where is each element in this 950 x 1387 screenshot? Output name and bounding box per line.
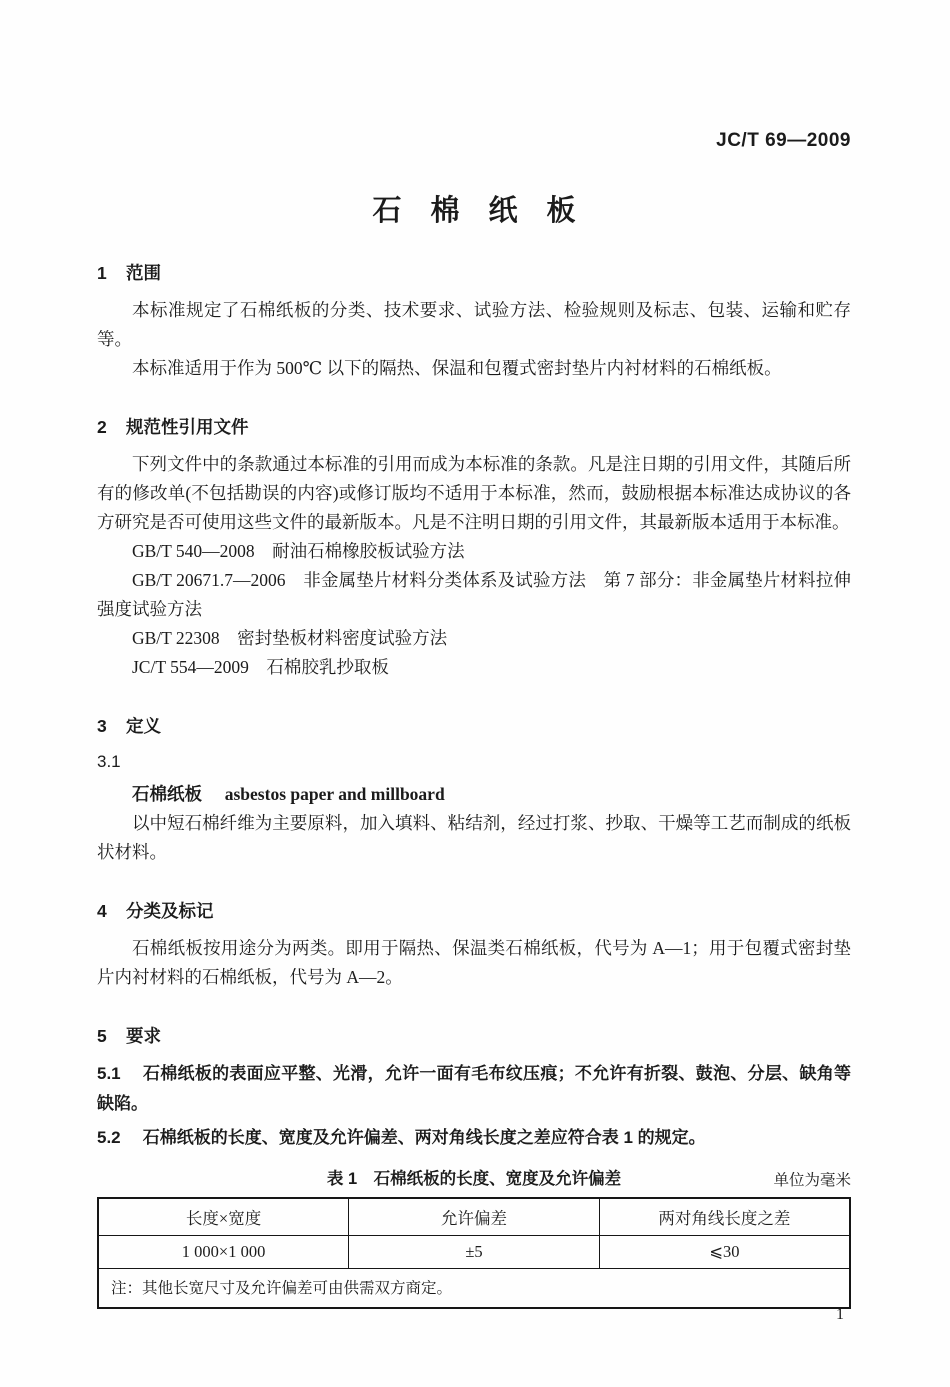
table-1-header-row <box>98 1198 850 1236</box>
section-1-heading <box>97 261 851 285</box>
table-1-unit-label: 单位为毫米 <box>773 1172 851 1189</box>
section-2-title: 规范性引用文件 <box>125 417 249 437</box>
section-3-number: 3 <box>97 716 107 736</box>
page-number: 1 <box>836 1306 844 1323</box>
clause-5-2-text: 石棉纸板的长度、宽度及允许偏差、两对角线长度之差应符合表 1 的规定。 <box>142 1128 706 1147</box>
section-2-intro: 下列文件中的条款通过本标准的引用而成为本标准的条款。凡是注日期的引用文件，其随后所有的修改单(不包括勘误的内容)或修订版均不适用于本标准，然而，鼓励根据本标准达成协议的各方研究是否可使用这些文件的最新版本。凡是不注明日期的引用文件，其最新版本适用于本标准。 <box>97 454 851 532</box>
section-5-heading <box>97 1024 851 1048</box>
section-1-title: 范围 <box>125 263 161 283</box>
clause-3-1-number: 3.1 <box>97 752 121 771</box>
section-4-title: 分类及标记 <box>125 901 214 921</box>
term-chinese: 石棉纸板 <box>132 784 202 804</box>
table-1-header-cell: 两对角线长度之差 <box>599 1198 850 1236</box>
section-5-title: 要求 <box>125 1026 161 1046</box>
section-1-number: 1 <box>97 263 107 283</box>
section-4-paragraph-1: 石棉纸板按用途分为两类。即用于隔热、保温类石棉纸板，代号为 A—1；用于包覆式密封垫片内衬材料的石棉纸板，代号为 A—2。 <box>97 938 851 987</box>
table-1 <box>97 1197 851 1309</box>
table-1-note: 注：其他长宽尺寸及允许偏差可由供需双方商定。 <box>98 1269 850 1309</box>
term-definition: 以中短石棉纤维为主要原料，加入填料、粘结剂，经过打浆、抄取、干燥等工艺而制成的纸板状材料。 <box>97 813 851 862</box>
section-3-heading <box>97 714 851 738</box>
section-4-heading <box>97 899 851 923</box>
section-2-number: 2 <box>97 417 107 437</box>
table-1-header-cell: 允许偏差 <box>349 1198 600 1236</box>
table-1-note-row <box>98 1269 850 1309</box>
clause-5-1 <box>97 1059 851 1119</box>
term-entry <box>97 780 851 809</box>
term-english: asbestos paper and millboard <box>224 784 445 804</box>
reference-item: JC/T 554—2009 石棉胶乳抄取板 <box>132 657 389 677</box>
document-title: 石棉纸板 <box>372 195 605 227</box>
clause-5-1-number: 5.1 <box>97 1064 121 1083</box>
clause-5-2 <box>97 1123 851 1153</box>
page-content <box>97 0 851 1309</box>
section-1-paragraph-2: 本标准适用于作为 500℃ 以下的隔热、保温和包覆式密封垫片内衬材料的石棉纸板。 <box>132 358 782 378</box>
section-1-paragraph-1: 本标准规定了石棉纸板的分类、技术要求、试验方法、检验规则及标志、包装、运输和贮存等。 <box>97 300 851 349</box>
table-1-caption-row <box>97 1167 851 1191</box>
table-1-caption: 表 1 石棉纸板的长度、宽度及允许偏差 <box>326 1170 622 1188</box>
reference-item: GB/T 22308 密封垫板材料密度试验方法 <box>132 628 448 648</box>
table-1-data-row <box>98 1236 850 1269</box>
section-2-heading <box>97 415 851 439</box>
table-1-cell-diagonal: ⩽30 <box>599 1236 850 1269</box>
table-1-cell-tolerance: ±5 <box>349 1236 600 1269</box>
section-5-number: 5 <box>97 1026 107 1046</box>
reference-item: GB/T 540—2008 耐油石棉橡胶板试验方法 <box>132 541 465 561</box>
section-3-title: 定义 <box>125 716 161 736</box>
clause-5-1-text: 石棉纸板的表面应平整、光滑，允许一面有毛布纹压痕；不允许有折裂、鼓泡、分层、缺角等缺陷。 <box>97 1064 851 1113</box>
table-1-cell-size: 1 000×1 000 <box>98 1236 349 1269</box>
reference-item: GB/T 20671.7—2006 非金属垫片材料分类体系及试验方法 第 7 部分：非金属垫片材料拉伸强度试验方法 <box>97 570 851 619</box>
clause-5-2-number: 5.2 <box>97 1128 121 1147</box>
standard-code: JC/T 69—2009 <box>716 130 851 151</box>
table-1-header-cell: 长度×宽度 <box>98 1198 349 1236</box>
section-4-number: 4 <box>97 901 107 921</box>
